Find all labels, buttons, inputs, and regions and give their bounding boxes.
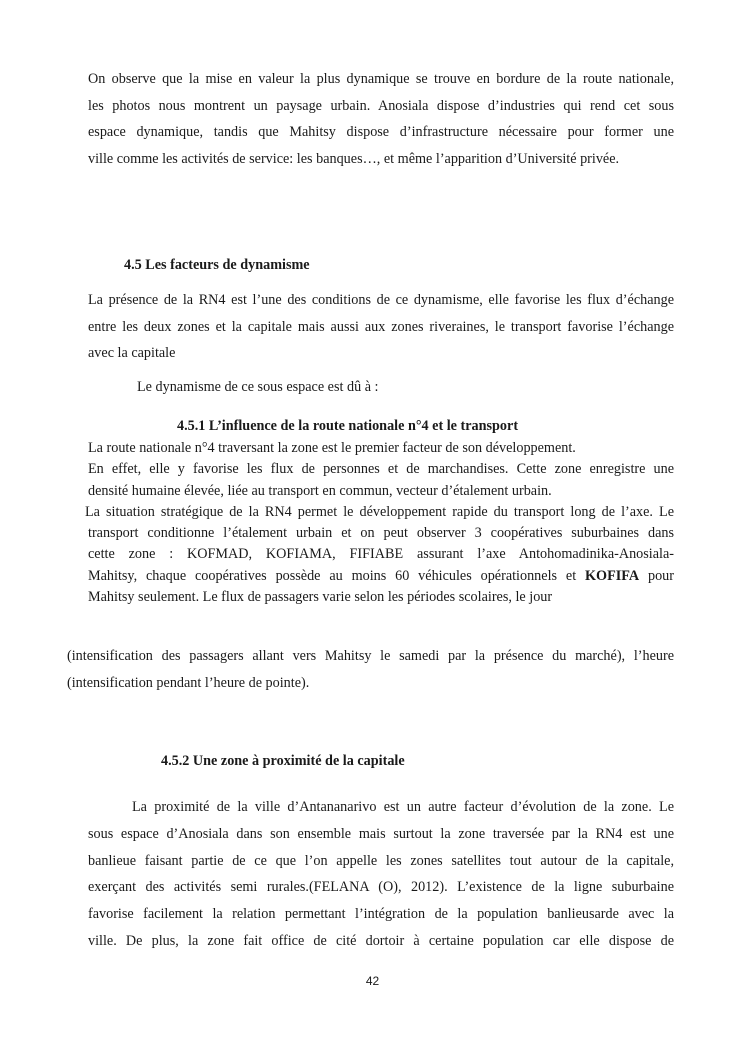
text-line: exerçant des activités semi rurales.(FELANA (O), 2012). L’existence de la ligne suburbaine <box>88 879 674 896</box>
text-line: espace dynamique, tandis que Mahitsy dispose d’infrastructure nécessaire pour former une <box>88 124 674 140</box>
text-line: (intensification des passagers allant vers Mahitsy le samedi par la présence du marché), l’heure <box>67 648 674 664</box>
text-line: La route nationale n°4 traversant la zone est le premier facteur de son développement. <box>88 440 576 456</box>
paragraph-transport <box>85 438 674 608</box>
text-line: La présence de la RN4 est l’une des conditions de ce dynamisme, elle favorise les flux d’échange <box>88 292 674 308</box>
text-line: En effet, elle y favorise les flux de personnes et de marchandises. Cette zone enregistre une <box>88 461 674 478</box>
text-line: cette zone : KOFMAD, KOFIAMA, FIFIABE assurant l’axe Antohomadinika-Anosiala- <box>88 546 674 563</box>
text-line: Mahitsy seulement. Le flux de passagers varie selon les périodes scolaires, le jour <box>88 589 553 606</box>
section-heading-4-5: 4.5 Les facteurs de dynamisme <box>124 257 310 273</box>
text-line: (intensification pendant l’heure de pointe). <box>67 674 310 691</box>
text-run: Mahitsy, chaque coopératives possède au moins 60 véhicules opérationnels et <box>88 567 585 584</box>
text-line: La proximité de la ville d’Antananarivo est un autre facteur d’évolution de la zone. Le <box>132 799 674 815</box>
text-run: pour <box>639 567 674 584</box>
text-line: banlieue faisant partie de ce que l’on appelle les zones satellites tout autour de la capitale, <box>88 852 674 869</box>
section-heading-4-5-2: 4.5.2 Une zone à proximité de la capitale <box>161 753 405 769</box>
text-line: transport conditionne l’étalement urbain et on peut observer 3 coopératives suburbaines dans <box>88 525 674 542</box>
text-line: densité humaine élevée, liée au transport en commun, vecteur d’étalement urbain. <box>88 482 552 499</box>
text-line: La situation stratégique de la RN4 permet le développement rapide du transport long de l’axe. Le <box>85 503 674 520</box>
text-line <box>88 566 674 587</box>
text-line: avec la capitale <box>88 345 176 361</box>
paragraph-intensification <box>67 643 674 696</box>
cooperative-name-bold: KOFIFA <box>585 567 640 584</box>
text-line: favorise facilement la relation permettant l’intégration de la population banlieusarde avec la <box>88 906 674 923</box>
text-line: les photos nous montrent un paysage urbain. Anosiala dispose d’industries qui rend cet sous <box>88 97 674 114</box>
text-line: ville. De plus, la zone fait office de cité dortoir à certaine population car elle dispose de <box>88 932 674 949</box>
page-number: 42 <box>365 974 380 988</box>
intro-line: Le dynamisme de ce sous espace est dû à : <box>137 379 379 395</box>
paragraph-observation <box>88 66 674 172</box>
text-line: ville comme les activités de service: les banques…, et même l’apparition d’Université privée. <box>88 150 620 167</box>
text-line: entre les deux zones et la capitale mais aussi aux zones riveraines, le transport favorise l’échange <box>88 318 674 335</box>
paragraph-rn4-presence <box>88 287 674 367</box>
paragraph-proximity <box>88 794 674 955</box>
text-line: sous espace d’Anosiala dans son ensemble mais surtout la zone traversée par la RN4 est une <box>88 825 674 842</box>
text-line: On observe que la mise en valeur la plus dynamique se trouve en bordure de la route nationale, <box>88 71 674 87</box>
section-heading-4-5-1: 4.5.1 L’influence de la route nationale n°4 et le transport <box>177 418 519 434</box>
